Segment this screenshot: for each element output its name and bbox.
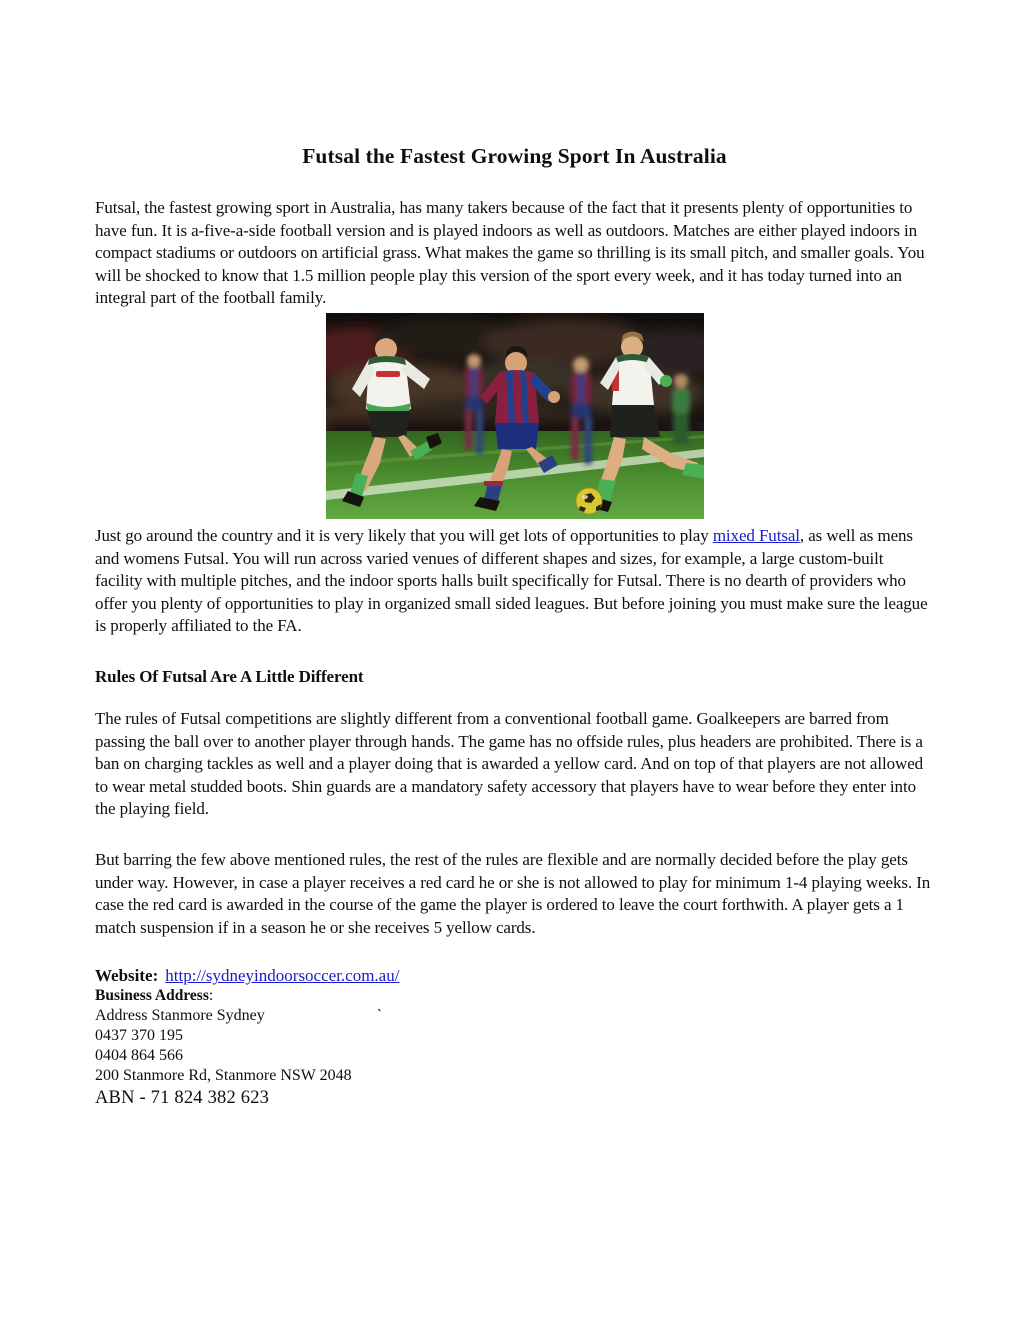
street-address: 200 Stanmore Rd, Stanmore NSW 2048	[95, 1067, 352, 1085]
business-address-label: Business Address	[95, 987, 209, 1005]
paragraph-intro: Futsal, the fastest growing sport in Australia, has many takers because of the fact that it presents plenty of opportunities to have fun. It is a-five-a-side football version and is played indoors as well as outdoors. Matches are either played indoors in compact stadiums or outdoors on artificial grass. What makes the game so thrilling is its small pitch, and smaller goals. You will be shocked to know that 1.5 million people play this version of the sport every week, and it has today turned into an integral part of the football family.	[95, 198, 925, 308]
business-address-row	[95, 986, 934, 1006]
contact-footer	[95, 965, 934, 1111]
phone-number-2: 0404 864 566	[95, 1047, 183, 1065]
phone-number-1: 0437 370 195	[95, 1027, 183, 1045]
paragraph-rules: The rules of Futsal competitions are slightly different from a conventional football game. Goalkeepers are barred from passing the ball over to another player through hands. The game has no offside rules, plus headers are prohibited. There is a ban on charging tackles as well and a player doing that is awarded a yellow card. And on top of that players are not allowed to wear metal studded boots. Shin guards are a mandatory safety accessory that players have to wear before they enter into the playing field.	[95, 708, 924, 819]
paragraph-text: , as well as mens and womens Futsal. You will run across varied venues of different shapes and sizes, for example, a large custom-built facility with multiple pitches, and the indoor sports halls built specifically for Futsal. There is no dearth of providers who offer you plenty of opportunities to play in organized small sided leagues. But before joining you must make sure the league is properly affiliated to the FA.	[95, 525, 928, 636]
paragraph-opportunities	[95, 525, 934, 638]
business-address-colon: :	[208, 987, 214, 1005]
stray-backtick: `	[376, 1007, 383, 1025]
website-row	[95, 965, 934, 986]
rules-heading: Rules Of Futsal Are A Little Different	[95, 666, 364, 686]
address-line	[95, 1006, 934, 1026]
football-match-image	[326, 313, 704, 519]
website-label: Website:	[95, 966, 159, 986]
paragraph-red-card: But barring the few above mentioned rules, the rest of the rules are flexible and are normally decided before the play gets under way. However, in case a player receives a red card he or she is not allowed to play for minimum 1-4 playing weeks. In case the red card is awarded in the course of the game the player is ordered to leave the court forthwith. A player gets a 1 match suspension if in a season he or she receives 5 yellow cards.	[95, 849, 931, 937]
paragraph-text: Just go around the country and it is very likely that you will get lots of opportunities to play	[95, 525, 713, 545]
abn-number: ABN - 71 824 382 623	[95, 1088, 270, 1109]
page-title: Futsal the Fastest Growing Sport In Australia	[302, 144, 727, 168]
address-text: Address Stanmore Sydney	[95, 1007, 265, 1025]
mixed-futsal-link[interactable]: mixed Futsal	[712, 525, 800, 545]
website-link[interactable]: http://sydneyindoorsoccer.com.au/	[165, 966, 400, 986]
